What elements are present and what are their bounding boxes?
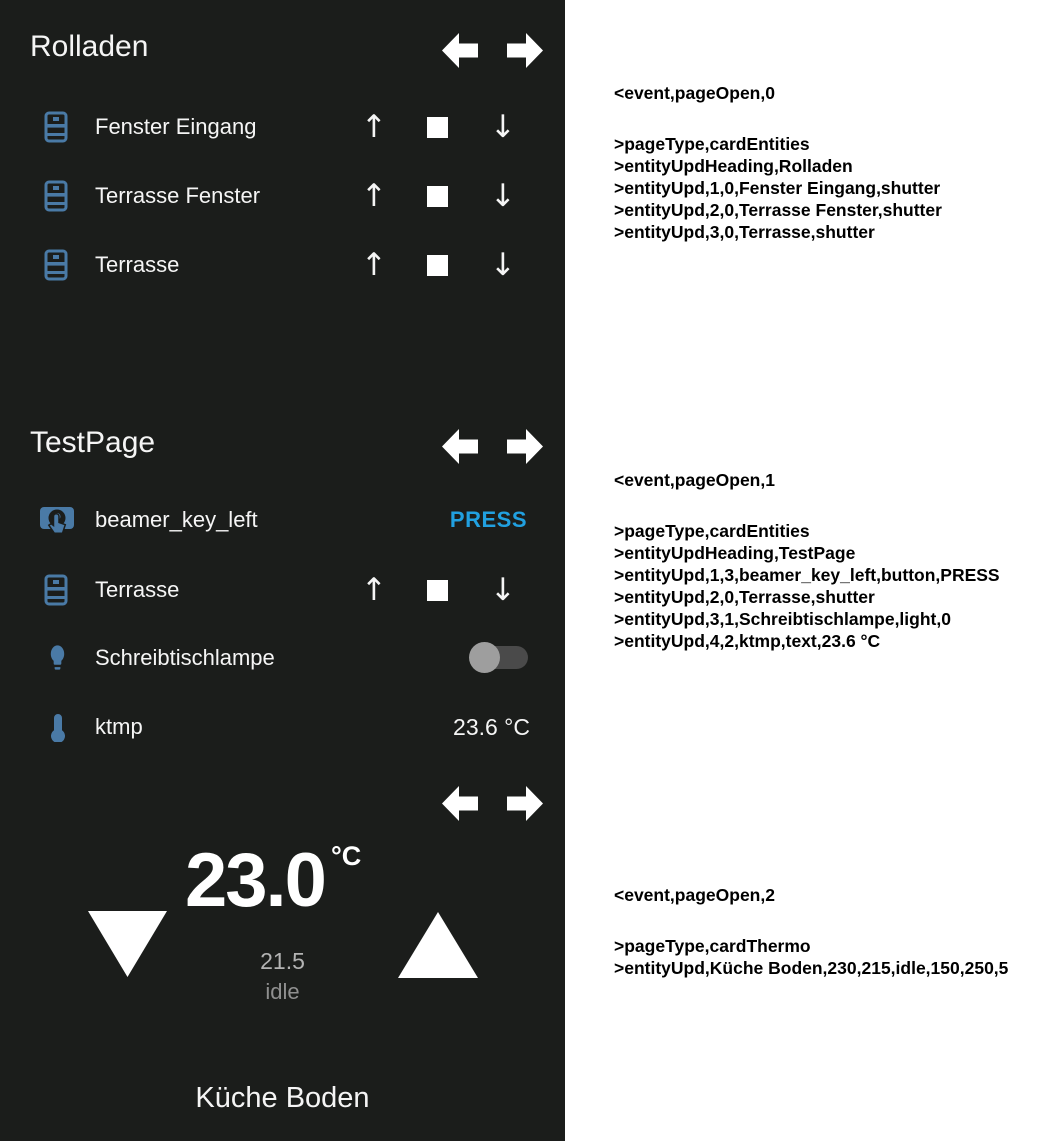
window-shutter-icon bbox=[44, 180, 68, 212]
log-line: >entityUpd,2,0,Terrasse Fenster,shutter bbox=[614, 200, 942, 220]
shutter-stop-button[interactable] bbox=[427, 580, 448, 601]
entity-label: Terrasse bbox=[95, 252, 180, 277]
arrow-right-icon bbox=[507, 32, 543, 69]
nav-next-button[interactable] bbox=[507, 785, 543, 822]
hvac-state: idle bbox=[265, 979, 300, 1004]
entity-label: ktmp bbox=[95, 714, 143, 739]
entity-row bbox=[0, 705, 565, 749]
card-heading-rolladen: Rolladen bbox=[30, 30, 149, 63]
log-line: >entityUpd,1,3,beamer_key_left,button,PRESS bbox=[614, 565, 1000, 585]
entity-label: Terrasse Fenster bbox=[95, 183, 261, 208]
log-line: >entityUpd,1,0,Fenster Eingang,shutter bbox=[614, 178, 941, 198]
gesture-tap-icon bbox=[40, 505, 74, 537]
card-heading-testpage: TestPage bbox=[30, 426, 156, 459]
light-toggle[interactable] bbox=[469, 642, 528, 673]
nav-next-button[interactable] bbox=[507, 32, 543, 69]
entity-row bbox=[0, 498, 565, 542]
shutter-stop-button[interactable] bbox=[427, 255, 448, 276]
temperature-unit: °C bbox=[331, 841, 362, 871]
log-block-page0 bbox=[614, 82, 1039, 243]
arrow-right-icon bbox=[507, 785, 543, 822]
log-line: >entityUpdHeading,TestPage bbox=[614, 543, 856, 563]
nav-prev-button[interactable] bbox=[442, 428, 478, 465]
log-event-line: <event,pageOpen,1 bbox=[614, 470, 775, 490]
arrow-left-icon bbox=[442, 428, 478, 465]
shutter-down-button[interactable]: ↓ bbox=[490, 572, 516, 608]
shutter-up-button[interactable]: ↑ bbox=[361, 247, 387, 283]
log-line: >entityUpd,Küche Boden,230,215,idle,150,250,5 bbox=[614, 958, 1009, 978]
shutter-stop-button[interactable] bbox=[427, 117, 448, 138]
window-shutter-icon bbox=[44, 574, 68, 606]
nav-prev-button[interactable] bbox=[442, 785, 478, 822]
log-line: >entityUpd,3,0,Terrasse,shutter bbox=[614, 222, 875, 242]
shutter-up-button[interactable]: ↑ bbox=[361, 109, 387, 145]
arrow-right-icon bbox=[507, 428, 543, 465]
log-line: >pageType,cardEntities bbox=[614, 134, 810, 154]
log-event-line: <event,pageOpen,0 bbox=[614, 83, 775, 103]
log-line: >pageType,cardThermo bbox=[614, 936, 811, 956]
press-button[interactable]: PRESS bbox=[449, 507, 527, 532]
entity-label: Schreibtischlampe bbox=[95, 645, 275, 670]
window-shutter-icon bbox=[44, 111, 68, 143]
shutter-down-button[interactable]: ↓ bbox=[490, 247, 516, 283]
arrow-left-icon bbox=[442, 785, 478, 822]
shutter-up-button[interactable]: ↑ bbox=[361, 572, 387, 608]
log-event-line: <event,pageOpen,2 bbox=[614, 885, 775, 905]
current-temperature: 23.0 bbox=[185, 838, 325, 923]
thermostat-name: Küche Boden bbox=[195, 1082, 370, 1114]
nav-next-button[interactable] bbox=[507, 428, 543, 465]
lightbulb-icon bbox=[46, 643, 69, 672]
sensor-value: 23.6 °C bbox=[453, 714, 530, 740]
nav-prev-button[interactable] bbox=[442, 32, 478, 69]
shutter-down-button[interactable]: ↓ bbox=[490, 109, 516, 145]
target-temperature: 21.5 bbox=[260, 948, 305, 974]
window-shutter-icon bbox=[44, 249, 68, 281]
log-line: >entityUpdHeading,Rolladen bbox=[614, 156, 853, 176]
thermometer-icon bbox=[49, 713, 67, 742]
log-block-page2 bbox=[614, 884, 1039, 979]
arrow-left-icon bbox=[442, 32, 478, 69]
log-block-page1 bbox=[614, 469, 1039, 652]
toggle-knob bbox=[469, 642, 500, 673]
log-line: >entityUpd,4,2,ktmp,text,23.6 °C bbox=[614, 631, 881, 651]
log-line: >pageType,cardEntities bbox=[614, 521, 810, 541]
entity-row bbox=[0, 174, 565, 218]
entity-row bbox=[0, 636, 565, 680]
shutter-up-button[interactable]: ↑ bbox=[361, 178, 387, 214]
entity-label: Terrasse bbox=[95, 577, 180, 602]
shutter-down-button[interactable]: ↓ bbox=[490, 178, 516, 214]
entity-label: Fenster Eingang bbox=[95, 114, 257, 139]
log-line: >entityUpd,3,1,Schreibtischlampe,light,0 bbox=[614, 609, 951, 629]
entity-row bbox=[0, 243, 565, 287]
shutter-stop-button[interactable] bbox=[427, 186, 448, 207]
entity-row bbox=[0, 105, 565, 149]
entity-label: beamer_key_left bbox=[95, 507, 258, 532]
log-line: >entityUpd,2,0,Terrasse,shutter bbox=[614, 587, 875, 607]
entity-row bbox=[0, 568, 565, 612]
